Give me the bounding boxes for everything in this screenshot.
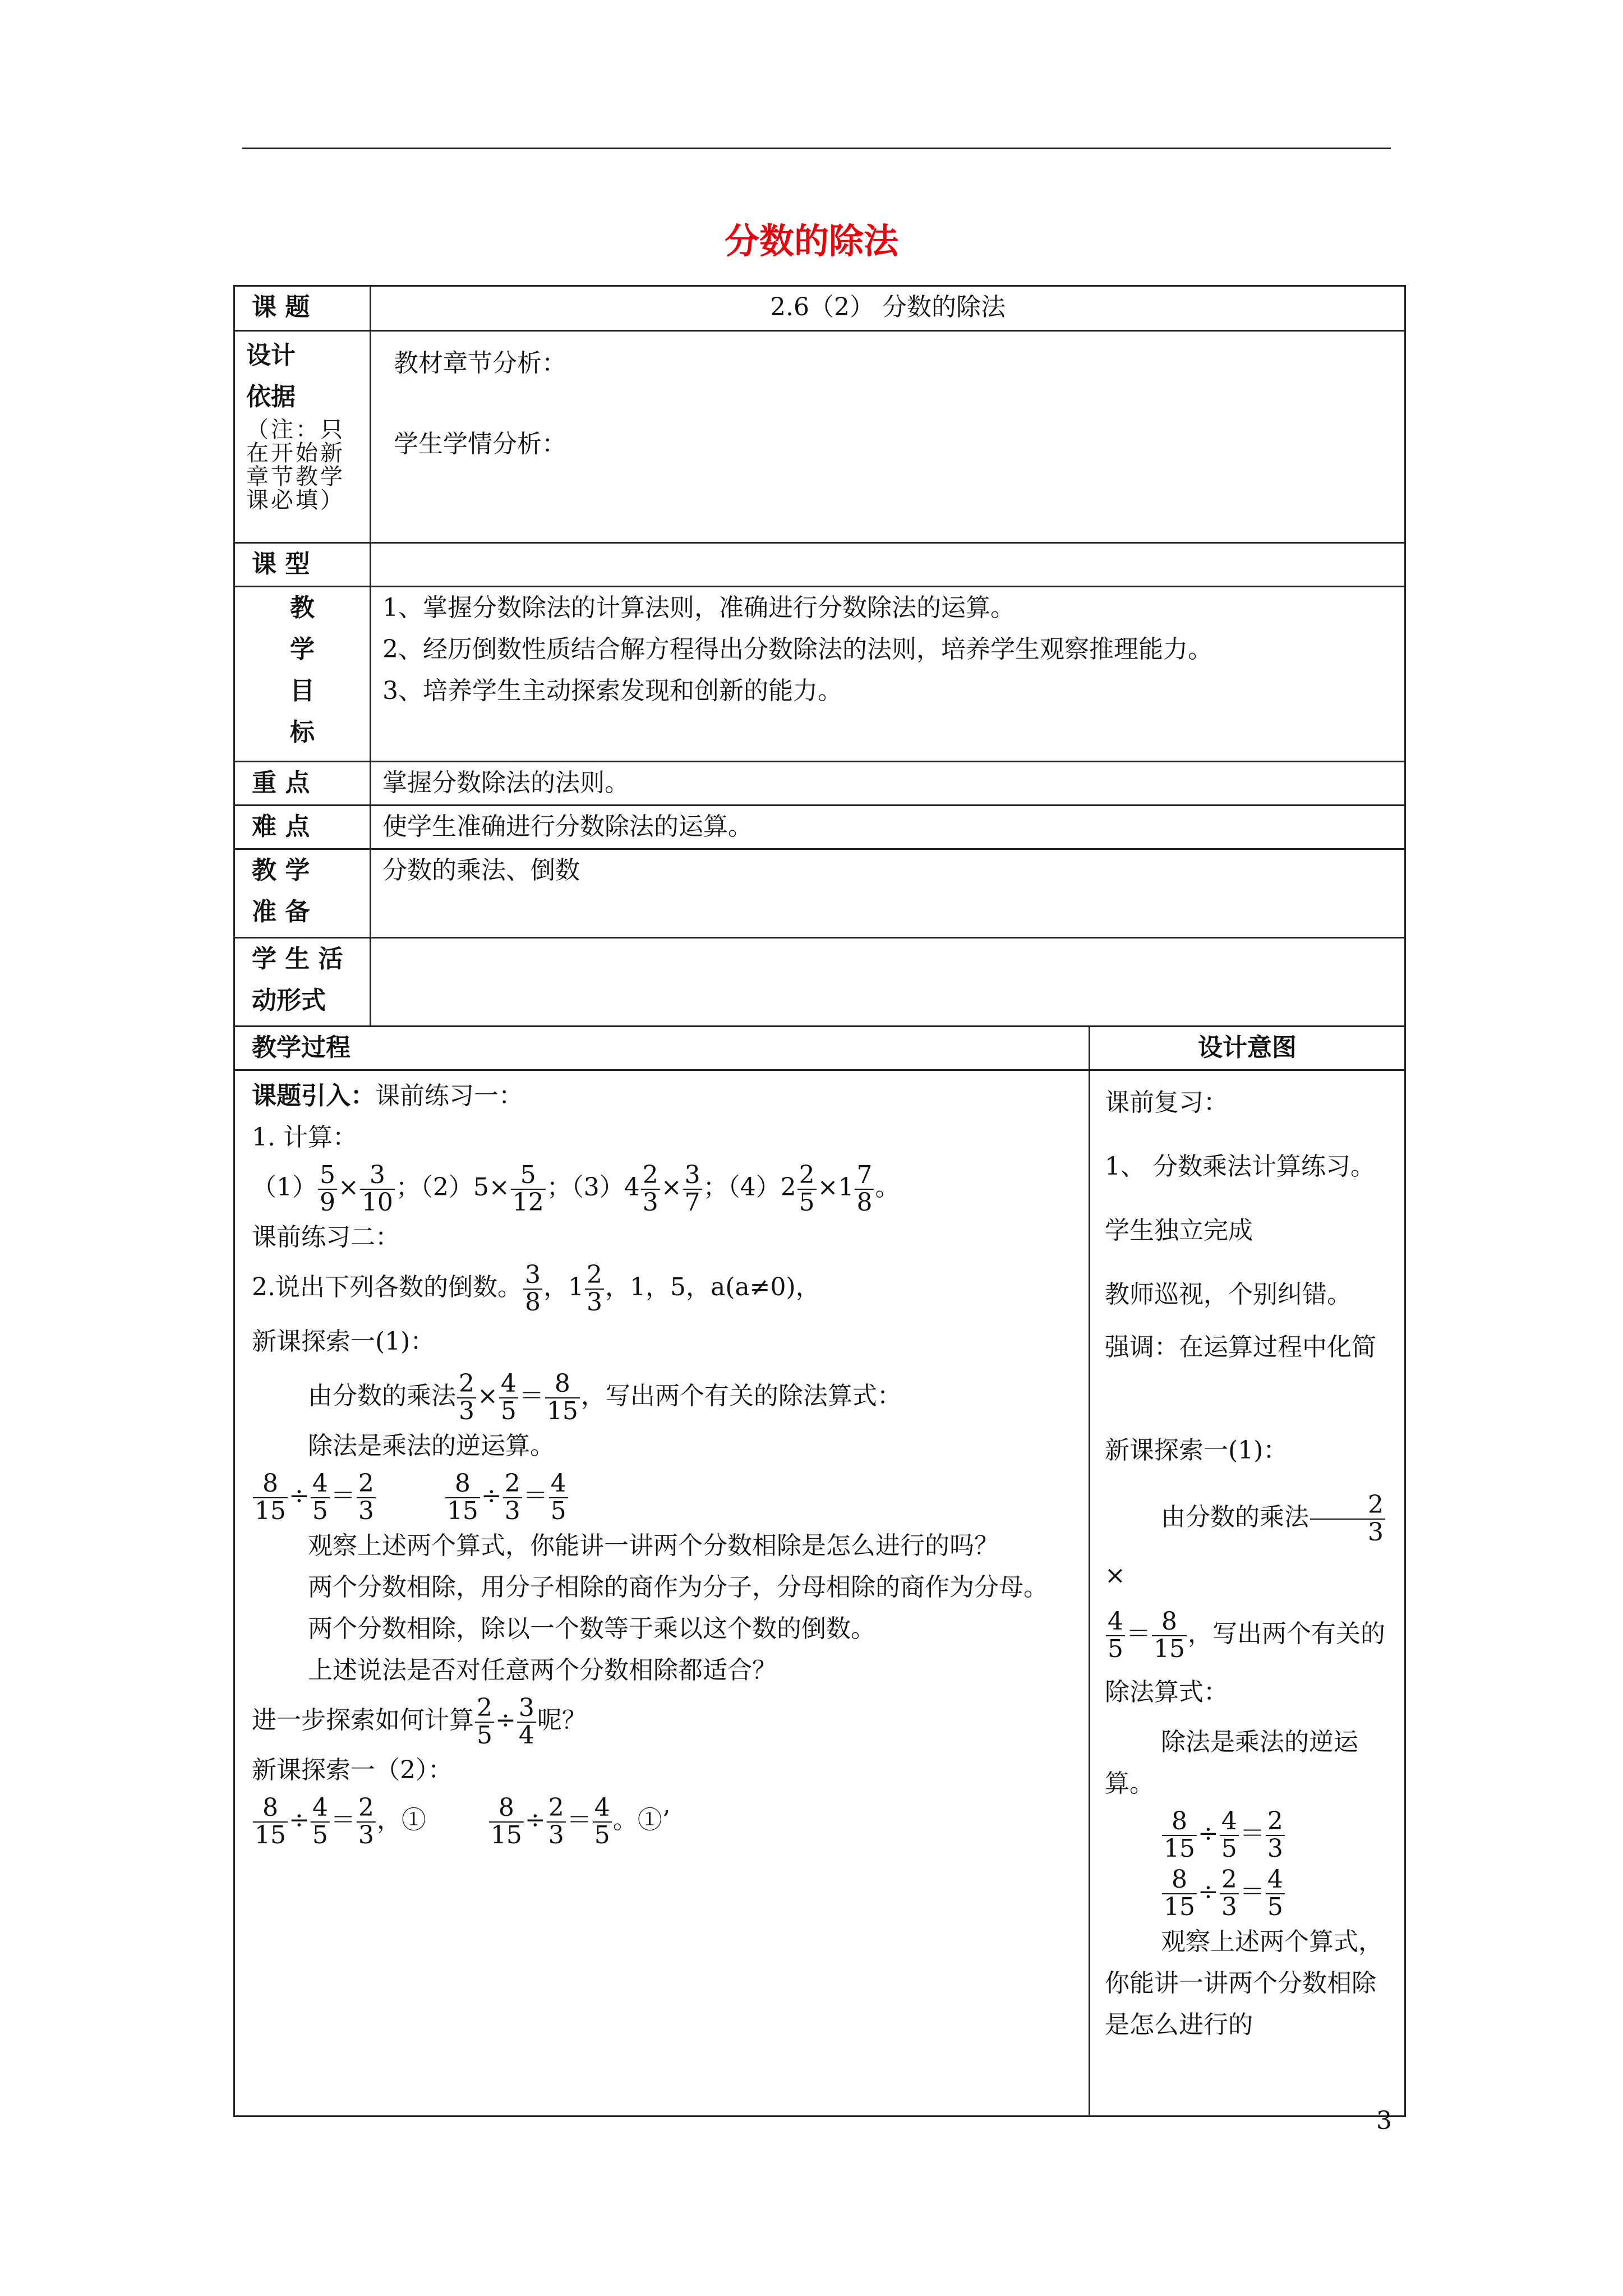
intent-teacher: 教师巡视，个别纠错。 [1105,1280,1352,1309]
q3-label: ；（3）4 [546,1173,640,1202]
objective-item: 2、经历倒数性质结合解方程得出分数除法的法则，培养学生观察推理能力。 [382,635,1212,664]
intent-from-mult [1105,1488,1392,1605]
objectives-label-char: 学 [290,635,315,664]
lesson-type-label: 课 型 [234,543,371,587]
fraction: $\frac{8}{15}$ [253,1795,288,1848]
preparation-label-1: 教 学 [252,856,310,885]
intro-line [252,1075,1077,1117]
fraction: $\frac{2}{3}$ [641,1162,660,1215]
rule1-paragraph: 两个分数相除，用分子相除的商作为分子，分母相除的商作为分母。 [308,1573,1048,1602]
fraction: $\frac{2}{3}$ [585,1262,604,1315]
intent-cell [1090,1070,1405,2116]
comma: ， [543,1273,568,1301]
times-sign: × [817,1173,838,1202]
equals-sign: ＝ [330,1806,356,1834]
preparation-label-2: 准 备 [252,898,310,926]
topic-value: 2.6（2） 分数的除法 [371,286,1405,331]
fraction: $\frac{7}{8}$ [855,1162,874,1215]
page-title: 分数的除法 [724,220,898,261]
mark-2: 。①’ [612,1806,670,1834]
question-paragraph: 上述说法是否对任意两个分数相除都适合？ [308,1656,777,1685]
difficulty-value: 使学生准确进行分数除法的运算。 [371,806,1405,849]
intent-observe: 观察上述两个算式，你能讲一讲两个分数相除是怎么进行的 [1105,1927,1383,2039]
fraction: $\frac{2}{5}$ [797,1162,817,1215]
q1-label: （1） [252,1173,317,1202]
student-analysis: 学生学情分析： [394,430,566,458]
equals-sign: ＝ [566,1806,592,1834]
fraction: $\frac{4}{5}$ [499,1371,518,1424]
fraction: $\frac{8}{15}$ [545,1371,580,1424]
divide-sign: ÷ [289,1806,310,1834]
intro-rest: 课前练习一： [375,1082,523,1110]
fraction: $\frac{3}{10}$ [360,1162,395,1215]
objective-item: 3、培养学生主动探索发现和创新的能力。 [382,677,842,705]
reciprocal-line [252,1258,1077,1317]
equals-sign: ＝ [1126,1619,1151,1648]
divide-sign: ÷ [524,1806,546,1834]
explore2-equations [252,1791,1077,1849]
activity-value [371,938,1405,1027]
fraction: $\frac{4}{5}$ [593,1795,612,1848]
equals-sign: ＝ [1239,1819,1265,1848]
textbook-analysis: 教材章节分析： [394,349,566,378]
equals-sign: ＝ [523,1481,548,1510]
process-cell [234,1070,1090,2116]
period: 。 [875,1173,900,1202]
from-mult-text: 由分数的乘法 [308,1382,456,1410]
topic-label: 课 题 [234,286,371,331]
calc-exercises [252,1158,1077,1217]
design-note: （注：只在开始新章节教学课必填） [246,417,345,513]
objective-item: 1、掌握分数除法的计算法则，准确进行分数除法的运算。 [382,593,1015,622]
fraction: $\frac{8}{15}$ [1162,1867,1197,1920]
intro-bold: 课题引入： [252,1082,375,1110]
intent-from-mult-text: 由分数的乘法 [1161,1503,1309,1531]
fraction: $\frac{8}{15}$ [489,1795,524,1848]
lesson-plan-table [233,285,1406,2117]
design-label-2: 依据 [246,383,296,411]
process-row [234,1070,1405,2116]
mixed-whole: 1 [568,1273,584,1301]
activity-label-1: 学 生 活 [252,945,343,973]
intent-header: 设计意图 [1090,1027,1405,1070]
further-line [252,1691,1077,1750]
fraction: $\frac{3}{7}$ [683,1162,702,1215]
design-basis-row [234,331,1405,543]
lesson-type-row [234,543,1405,587]
intent-eq2 [1105,1863,1392,1921]
divide-sign: ÷ [289,1481,310,1510]
division-equations [252,1467,1077,1525]
intent-eq1 [1105,1805,1392,1863]
divide-sign: ÷ [495,1706,516,1734]
reciprocal-suffix: ，1，5，a(a≠0)， [605,1273,820,1301]
mixed-whole: 1 [838,1173,854,1202]
write-two-text: ，写出两个有关的除法算式： [580,1382,902,1410]
explore2-line: 新课探索一（2）： [252,1756,453,1784]
times-sign: × [1105,1561,1126,1590]
intent-from-mult-cont [1105,1605,1392,1722]
objectives-label-cell [234,587,371,762]
explore1-line: 新课探索一(1)： [252,1327,435,1356]
fraction: $\frac{4}{5}$ [1220,1809,1239,1861]
fraction: $\frac{2}{3}$ [457,1371,476,1424]
equals-sign: ＝ [519,1382,544,1410]
fraction: $\frac{8}{15}$ [253,1471,288,1524]
intent-review: 课前复习： [1105,1088,1228,1117]
equals-sign: ＝ [330,1481,356,1510]
q2-label: ；（2）5× [395,1173,510,1202]
difficulty-row [234,806,1405,849]
objectives-label-char: 目 [290,677,315,705]
preparation-row [234,849,1405,938]
objectives-content [371,587,1405,762]
times-sign: × [661,1173,682,1202]
intent-emphasis: 强调：在运算过程中化简 [1105,1333,1376,1361]
key-point-value: 掌握分数除法的法则。 [371,762,1405,806]
objectives-label-char: 标 [290,718,315,747]
fraction: $\frac{4}{5}$ [549,1471,568,1524]
times-sign: × [477,1382,498,1410]
activity-label-2: 动形式 [252,986,326,1015]
topic-row [234,286,1405,331]
observe-paragraph: 观察上述两个算式，你能讲一讲两个分数相除是怎么进行的吗？ [308,1531,999,1560]
activity-label-cell [234,938,371,1027]
practice2-line: 课前练习二： [252,1223,400,1251]
times-sign: × [338,1173,359,1202]
fraction: $\frac{8}{15}$ [1152,1609,1187,1662]
fraction: $\frac{2}{3}$ [547,1795,566,1848]
intent-item1: 1、 分数乘法计算练习。 [1105,1152,1375,1181]
fraction: $\frac{5}{12}$ [511,1162,546,1215]
q4-label: ；（4）2 [703,1173,796,1202]
fraction: $\frac{3}{8}$ [523,1262,542,1315]
further-suffix: 呢？ [537,1706,587,1734]
rule2-paragraph: 两个分数相除，除以一个数等于乘以这个数的倒数。 [308,1614,875,1643]
further-prefix: 进一步探索如何计算 [252,1706,474,1734]
fraction: $\frac{5}{9}$ [318,1162,337,1215]
design-label-1: 设计 [246,341,296,370]
equals-sign: ＝ [1239,1878,1265,1906]
objectives-row [234,587,1405,762]
calc-line: 1. 计算： [252,1123,357,1152]
preparation-label-cell [234,849,371,938]
fraction: $\frac{2}{3}$ [1266,1809,1285,1861]
fraction: $\frac{4}{5}$ [311,1795,330,1848]
design-basis-label-cell [234,331,371,543]
inverse-line: 除法是乘法的逆运算。 [308,1432,555,1460]
fraction: $\frac{2}{3}$ [1220,1867,1239,1920]
fraction: $\frac{4}{5}$ [311,1471,330,1524]
page-number: 3 [1376,2106,1392,2135]
divide-sign: ÷ [481,1481,502,1510]
reciprocal-prefix: 2.说出下列各数的倒数。 [252,1273,522,1301]
fraction: $\frac{4}{5}$ [1266,1867,1285,1920]
fraction: $\frac{2}{3}$ [357,1471,376,1524]
fraction: $\frac{2}{3}$ [357,1795,376,1848]
objectives-label-char: 教 [290,593,315,622]
fraction: $\frac{2}{5}$ [475,1695,494,1748]
activity-row [234,938,1405,1027]
intent-explore1: 新课探索一(1)： [1105,1436,1288,1465]
fraction: $\frac{4}{5}$ [1106,1609,1125,1662]
section-header-row [234,1027,1405,1070]
difficulty-label: 难 点 [234,806,371,849]
fraction: $\frac{8}{15}$ [1162,1809,1197,1861]
key-point-row [234,762,1405,806]
divide-sign: ÷ [1198,1878,1219,1906]
intent-self: 学生独立完成 [1105,1216,1253,1245]
design-basis-content [371,331,1405,543]
process-header: 教学过程 [234,1027,1090,1070]
intent-inverse: 除法是乘法的逆运算。 [1105,1728,1358,1798]
lesson-type-value [371,543,1405,587]
divide-sign: ÷ [1198,1819,1219,1848]
key-point-label: 重 点 [234,762,371,806]
header-rule [242,148,1391,149]
preparation-value: 分数的乘法、倒数 [371,849,1405,938]
fraction: $\frac{2}{3}$ [503,1471,522,1524]
fraction: $\frac{8}{15}$ [445,1471,480,1524]
intent-write-two: ，写出两个有关的除法算式： [1105,1619,1385,1706]
mark-1: ，① [376,1806,426,1834]
fraction: $\frac{3}{4}$ [517,1695,536,1748]
fraction: $\frac{2}{3}$ [1310,1492,1385,1545]
from-mult-line [252,1367,1077,1425]
